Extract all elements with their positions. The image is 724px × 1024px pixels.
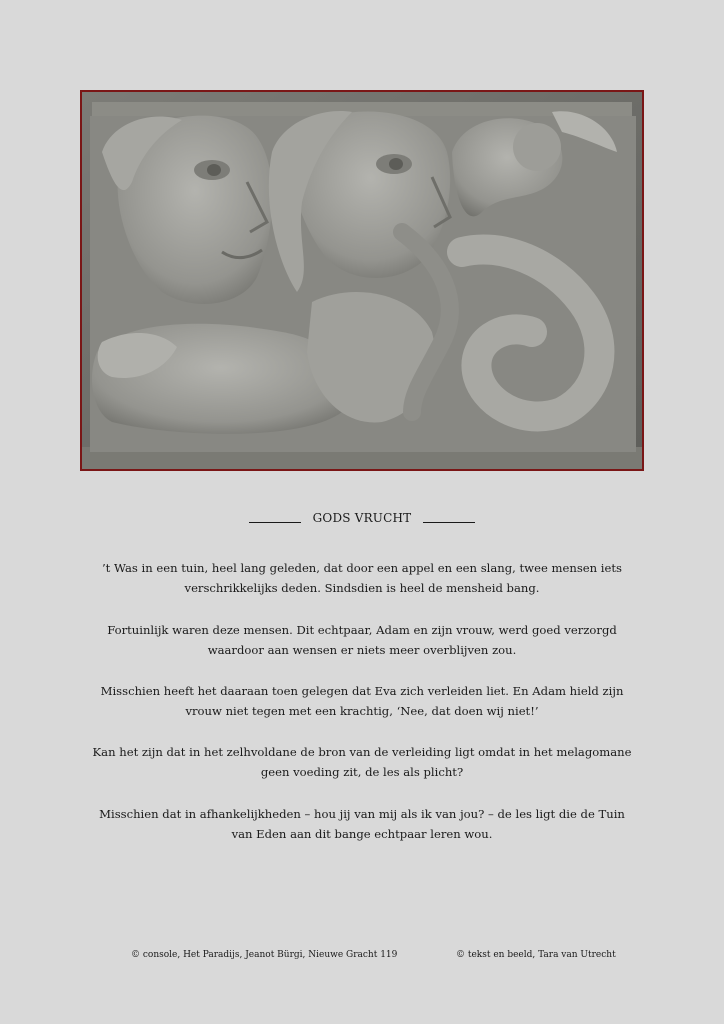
poem-stanza-1: ’t Was in een tuin, heel lang geleden, dat door een appel en een slang, twee mensen iets verschrikkelijks deden. Sindsdien is heel de mensheid bang. xyxy=(102,561,622,595)
footer-credit-author: © tekst en beeld, Tara van Utrecht xyxy=(456,950,616,960)
poem-stanza-3: Misschien heeft het daaraan toen gelegen dat Eva zich verleiden liet. En Adam hield zijn vrouw niet tegen met een krachtig, ‘Nee, dat doen wij niet!’ xyxy=(100,684,624,718)
footer-credit-console: © console, Het Paradijs, Jeanot Bürgi, Nieuwe Gracht 119 xyxy=(131,950,398,960)
poem-title-row xyxy=(0,511,724,525)
poem-stanza-5: Misschien dat in afhankelijkheden – hou jij van mij als ik van jou? – de les ligt die de Tuin van Eden aan dit bange echtpaar leren wou. xyxy=(99,807,625,841)
stone-relief-image xyxy=(82,92,642,469)
poem-stanza-4: Kan het zijn dat in het zelhvoldane de bron van de verleiding ligt omdat in het melagomane geen voeding zit, de les als plicht? xyxy=(92,745,632,779)
relief-photo xyxy=(80,90,644,471)
title-rule-right xyxy=(423,522,475,523)
poem-title: GODS VRUCHT xyxy=(312,511,412,525)
poem-stanza-2: Fortuinlijk waren deze mensen. Dit echtpaar, Adam en zijn vrouw, werd goed verzorgd waardoor aan wensen er niets meer overblijven zou. xyxy=(107,623,617,657)
title-rule-left xyxy=(249,522,301,523)
